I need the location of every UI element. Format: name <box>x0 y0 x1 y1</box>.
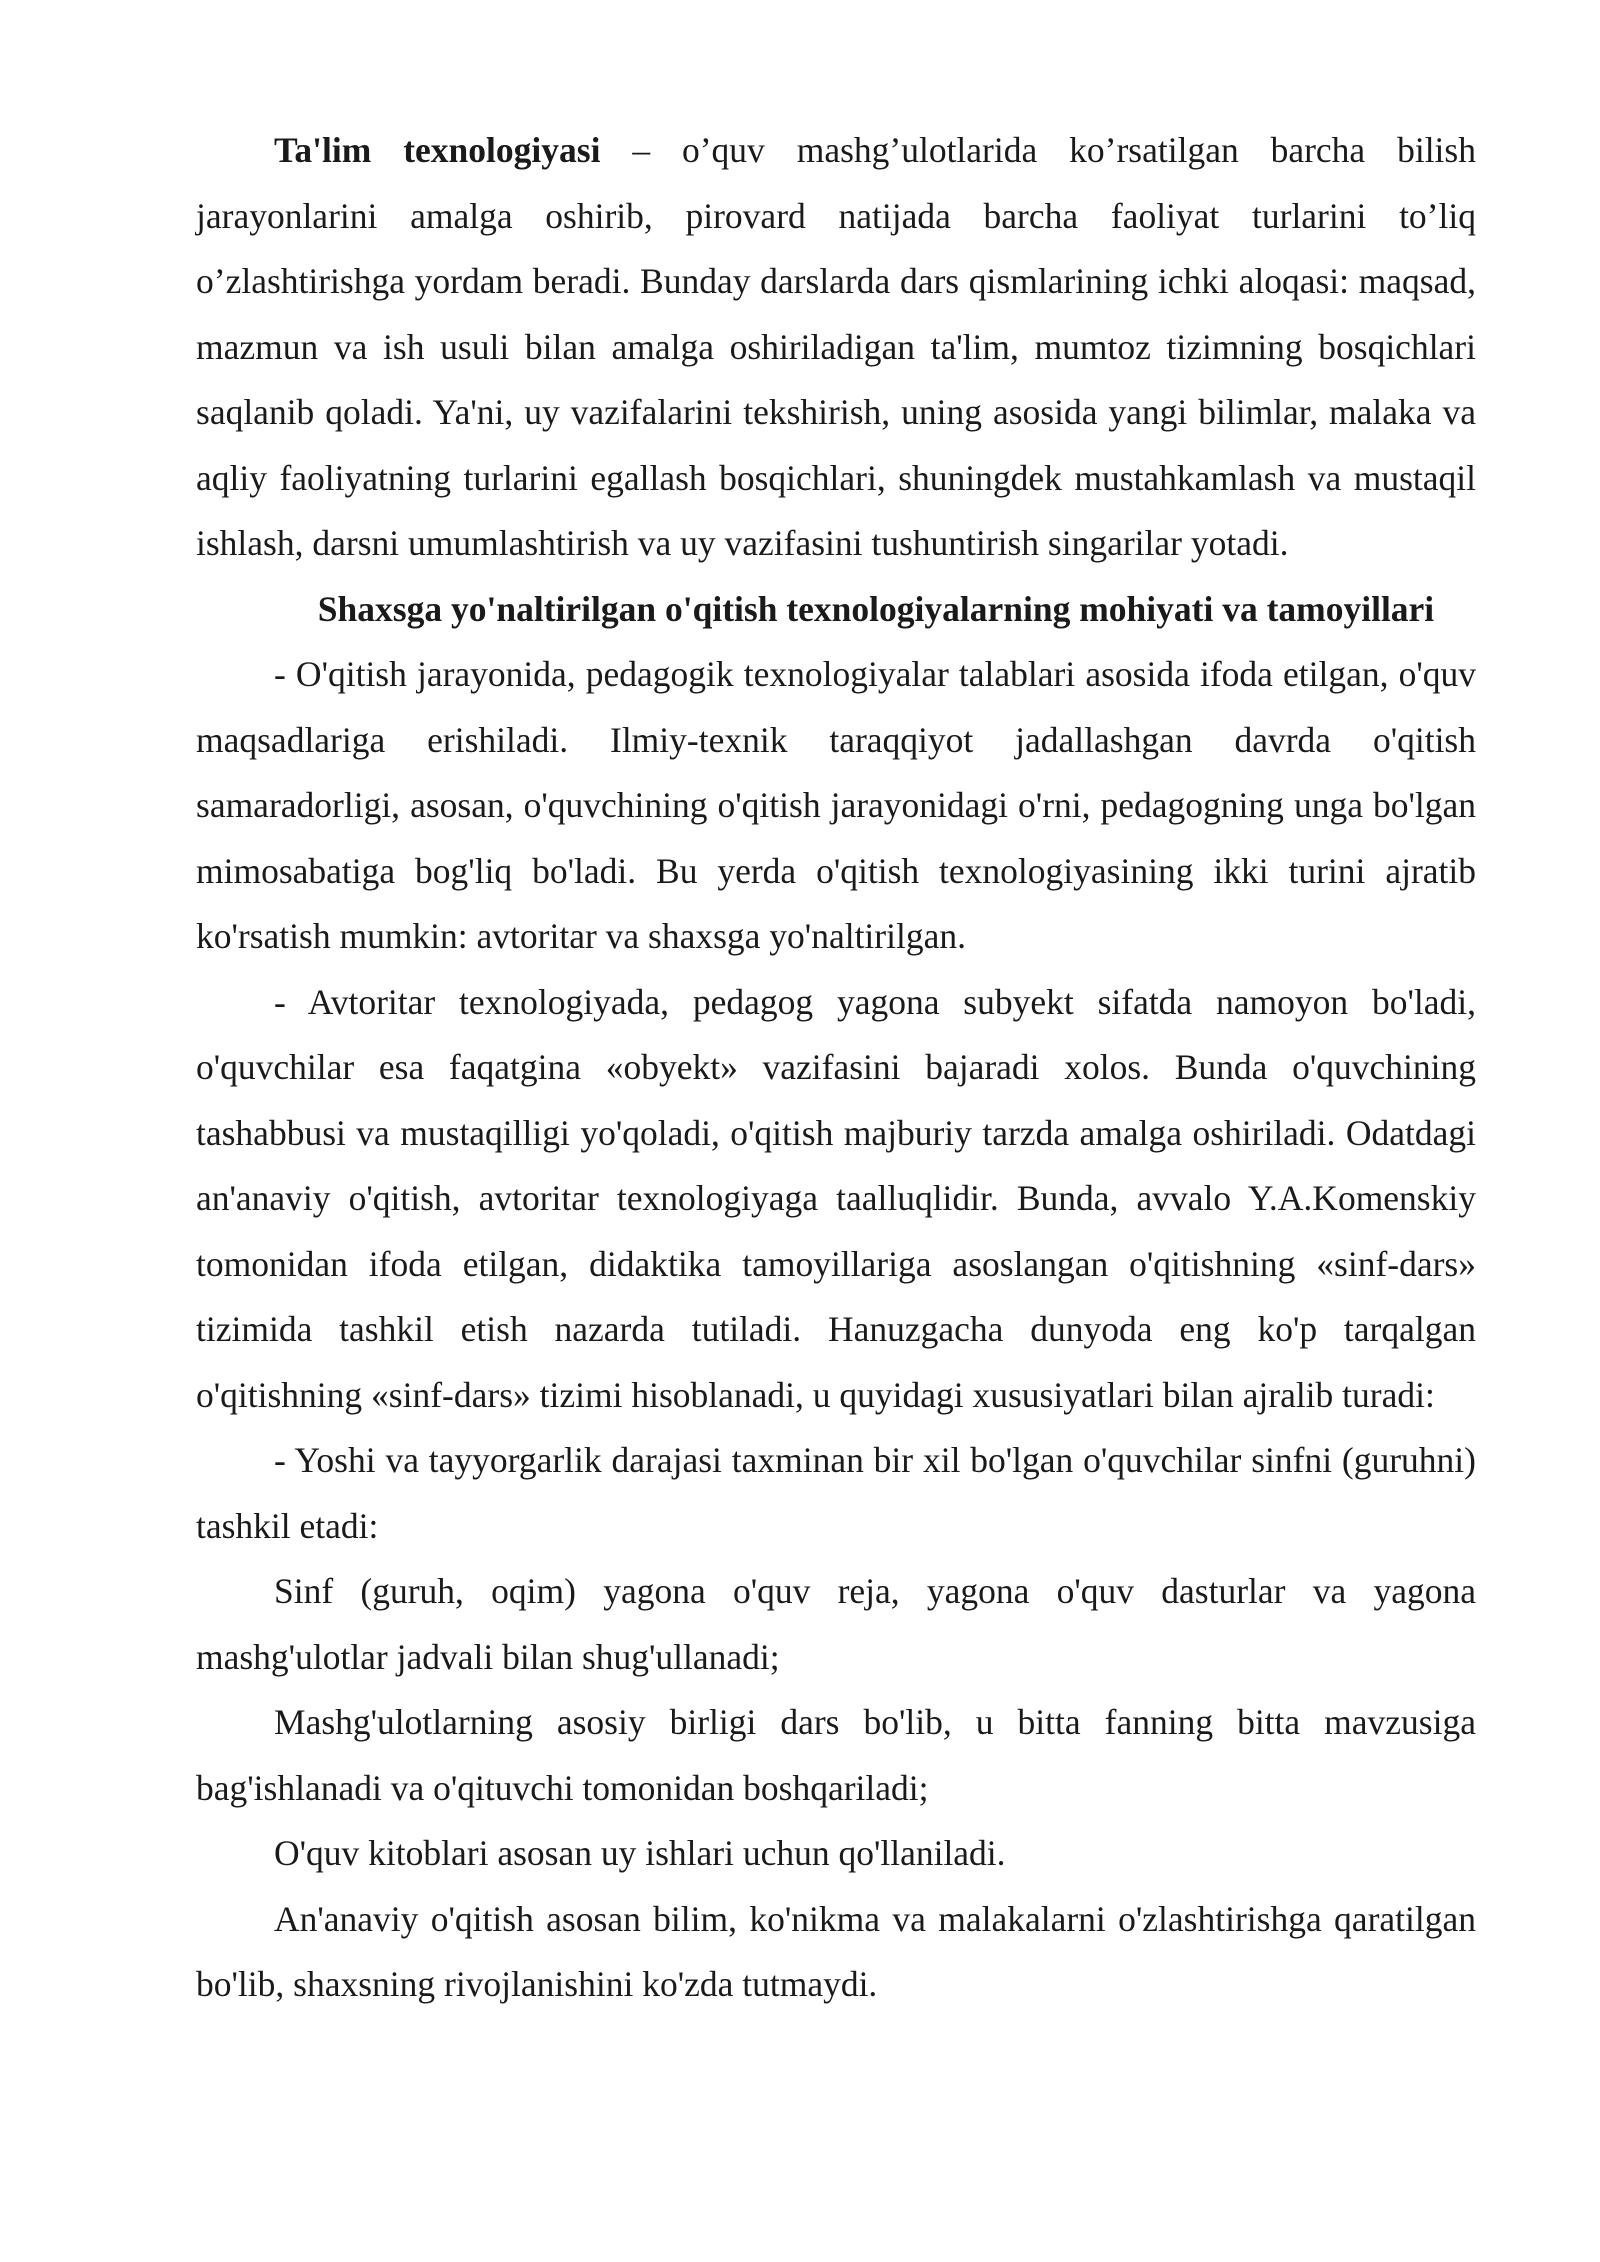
paragraph-avtoritar: - Avtoritar texnologiyada, pedagog yagona subyekt sifatda namoyon bo'ladi, o'quvchilar esa faqatgina «obyekt» vazifasini bajaradi xolos. Bunda o'quvchining tashabbusi va mustaqilligi yo'qoladi, o'qitish majburiy tarzda amalga oshiriladi. Odatdagi an'anaviy o'qitish, avtoritar texnologiyaga taalluqlidir. Bunda, avvalo Y.A.Komenskiy tomonidan ifoda etilgan, didaktika tamoyillariga asoslangan o'qitishning «sinf-dars» tizimida tashkil etish nazarda tutiladi. Hanuzgacha dunyoda eng ko'p tarqalgan o'qitishning «sinf-dars» tizimi hisoblanadi, u quyidagi xususiyatlari bilan ajralib turadi: <box>196 981 1476 1415</box>
paragraph-yoshi: - Yoshi va tayyorgarlik darajasi taxminan bir xil bo'lgan o'quvchilar sinfni (guruhni) tashkil etadi: <box>196 1440 1476 1546</box>
paragraph-mashgulotlar: Mashg'ulotlarning asosiy birligi dars bo'lib, u bitta fanning bitta mavzusiga bag'ishlanadi va o'qituvchi tomonidan boshqariladi; <box>196 1702 1476 1808</box>
paragraph-talim-texnologiyasi <box>196 118 1476 577</box>
paragraph-text: – o’quv mashg’ulotlarida ko’rsatilgan barcha bilish jarayonlarini amalga oshirib, pirovard natijada barcha faoliyat turlarini to’liq o’zlashtirishga yordam beradi. Bunday darslarda dars qismlarining ichki aloqasi: maqsad, mazmun va ish usuli bilan amalga oshiriladigan ta'lim, mumtoz tizimning bosqichlari saqlanib qoladi. Ya'ni, uy vazifalarini tekshirish, uning asosida yangi bilimlar, malaka va aqliy faoliyatning turlarini egallash bosqichlari, shuningdek mustahkamlash va mustaqil ishlash, darsni umumlashtirish va uy vazifasini tushuntirish singarilar yotadi. <box>196 130 1476 563</box>
paragraph-sinf: Sinf (guruh, oqim) yagona o'quv reja, yagona o'quv dasturlar va yagona mashg'ulotlar jadvali bilan shug'ullanadi; <box>196 1571 1476 1677</box>
document-page <box>196 118 1476 2018</box>
term-bold: Ta'lim texnologiyasi <box>274 130 601 170</box>
section-heading: Shaxsga yo'naltirilgan o'qitish texnologiyalarning mohiyati va tamoyillari <box>317 588 1435 629</box>
paragraph-ananaviy: An'anaviy o'qitish asosan bilim, ko'nikma va malakalarni o'zlashtirishga qaratilgan bo'lib, shaxsning rivojlanishini ko'zda tutmaydi. <box>196 1898 1476 2004</box>
paragraph-oqitish-jarayoni: - O'qitish jarayonida, pedagogik texnologiyalar talablari asosida ifoda etilgan, o'quv maqsadlariga erishiladi. Ilmiy-texnik taraqqiyot jadallashgan davrda o'qitish samaradorligi, asosan, o'quvchining o'qitish jarayonidagi o'rni, pedagogning unga bo'lgan mimosabatiga bog'liq bo'ladi. Bu yerda o'qitish texnologiyasining ikki turini ajratib ko'rsatish mumkin: avtoritar va shaxsga yo'naltirilgan. <box>196 654 1476 956</box>
paragraph-oquv-kitoblari: O'quv kitoblari asosan uy ishlari uchun qo'llaniladi. <box>274 1833 1006 1873</box>
